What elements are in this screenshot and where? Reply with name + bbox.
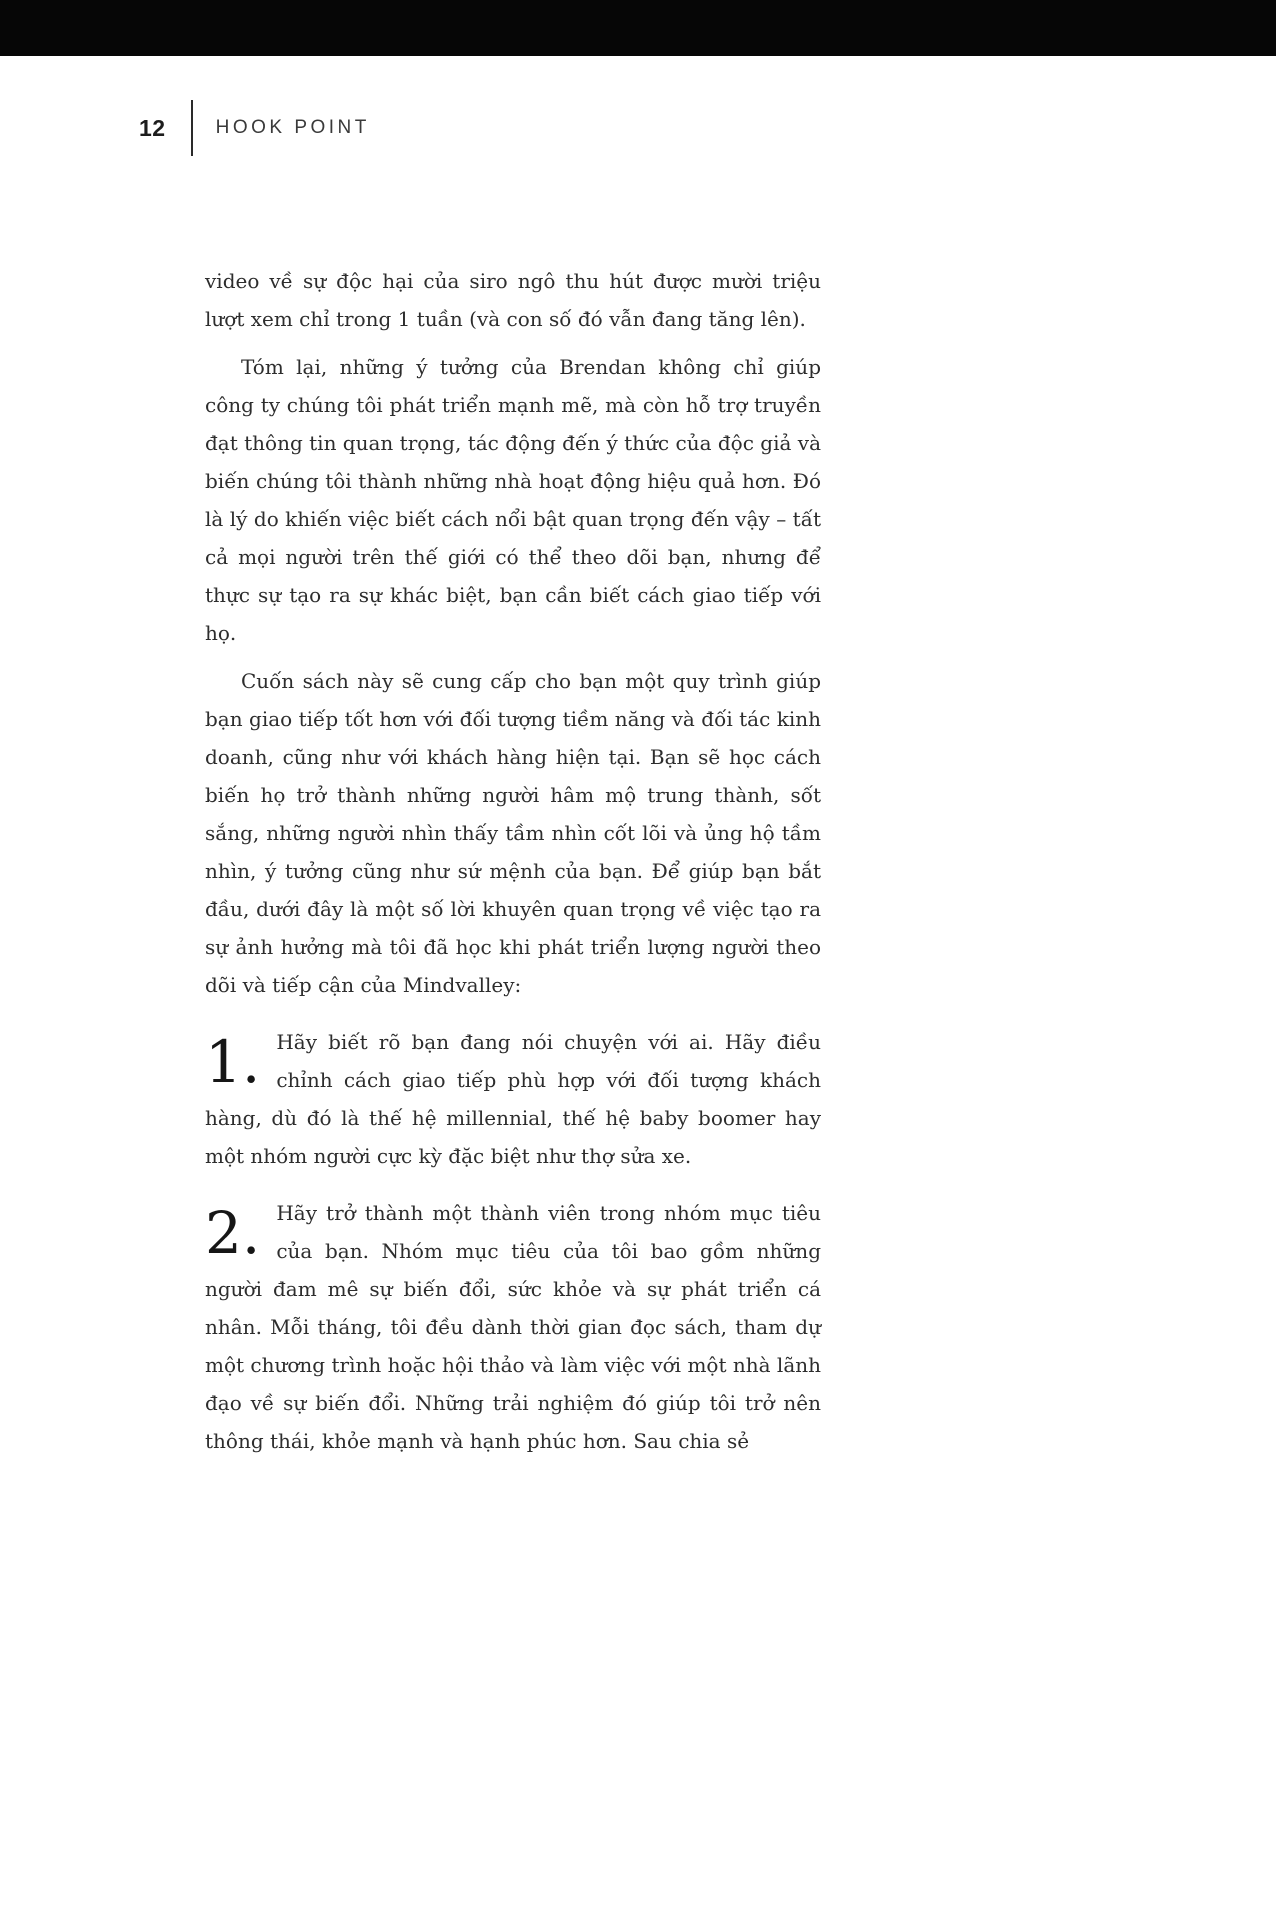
numbered-item	[205, 1194, 821, 1460]
page-number: 12	[139, 114, 166, 141]
item-number: 2.	[205, 1199, 261, 1267]
page-header	[139, 100, 370, 156]
paragraph-continuation: video về sự độc hại của siro ngô thu hút được mười triệu lượt xem chỉ trong 1 tuần (và con số đó vẫn đang tăng lên).	[205, 269, 821, 331]
item-text: Hãy trở thành một thành viên trong nhóm mục tiêu của bạn. Nhóm mục tiêu của tôi bao gồm những người đam mê sự biến đổi, sức khỏe và sự phát triển cá nhân. Mỗi tháng, tôi đều dành thời gian đọc sách, tham dự một chương trình hoặc hội thảo và làm việc với một nhà lãnh đạo về sự biến đổi. Những trải nghiệm đó giúp tôi trở nên thông thái, khỏe mạnh và hạnh phúc hơn. Sau chia sẻ	[205, 1201, 821, 1453]
item-text: Hãy biết rõ bạn đang nói chuyện với ai. Hãy điều chỉnh cách giao tiếp phù hợp với đối tượng khách hàng, dù đó là thế hệ millennial, thế hệ baby boomer hay một nhóm người cực kỳ đặc biệt như thợ sửa xe.	[205, 1030, 821, 1168]
numbered-item	[205, 1023, 821, 1175]
top-black-bar	[0, 0, 1276, 56]
paragraph: Tóm lại, những ý tưởng của Brendan không chỉ giúp công ty chúng tôi phát triển mạnh mẽ, mà còn hỗ trợ truyền đạt thông tin quan trọng, tác động đến ý thức của độc giả và biến chúng tôi thành những nhà hoạt động hiệu quả hơn. Đó là lý do khiến việc biết cách nổi bật quan trọng đến vậy – tất cả mọi người trên thế giới có thể theo dõi bạn, nhưng để thực sự tạo ra sự khác biệt, bạn cần biết cách giao tiếp với họ.	[205, 355, 821, 645]
page-body	[205, 262, 821, 1460]
paragraph: Cuốn sách này sẽ cung cấp cho bạn một quy trình giúp bạn giao tiếp tốt hơn với đối tượng tiềm năng và đối tác kinh doanh, cũng như với khách hàng hiện tại. Bạn sẽ học cách biến họ trở thành những người hâm mộ trung thành, sốt sắng, những người nhìn thấy tầm nhìn cốt lõi và ủng hộ tầm nhìn, ý tưởng cũng như sứ mệnh của bạn. Để giúp bạn bắt đầu, dưới đây là một số lời khuyên quan trọng về việc tạo ra sự ảnh hưởng mà tôi đã học khi phát triển lượng người theo dõi và tiếp cận của Mindvalley:	[205, 669, 821, 997]
item-number: 1.	[205, 1028, 261, 1096]
running-title: HOOK POINT	[215, 117, 370, 138]
header-divider	[191, 100, 193, 156]
